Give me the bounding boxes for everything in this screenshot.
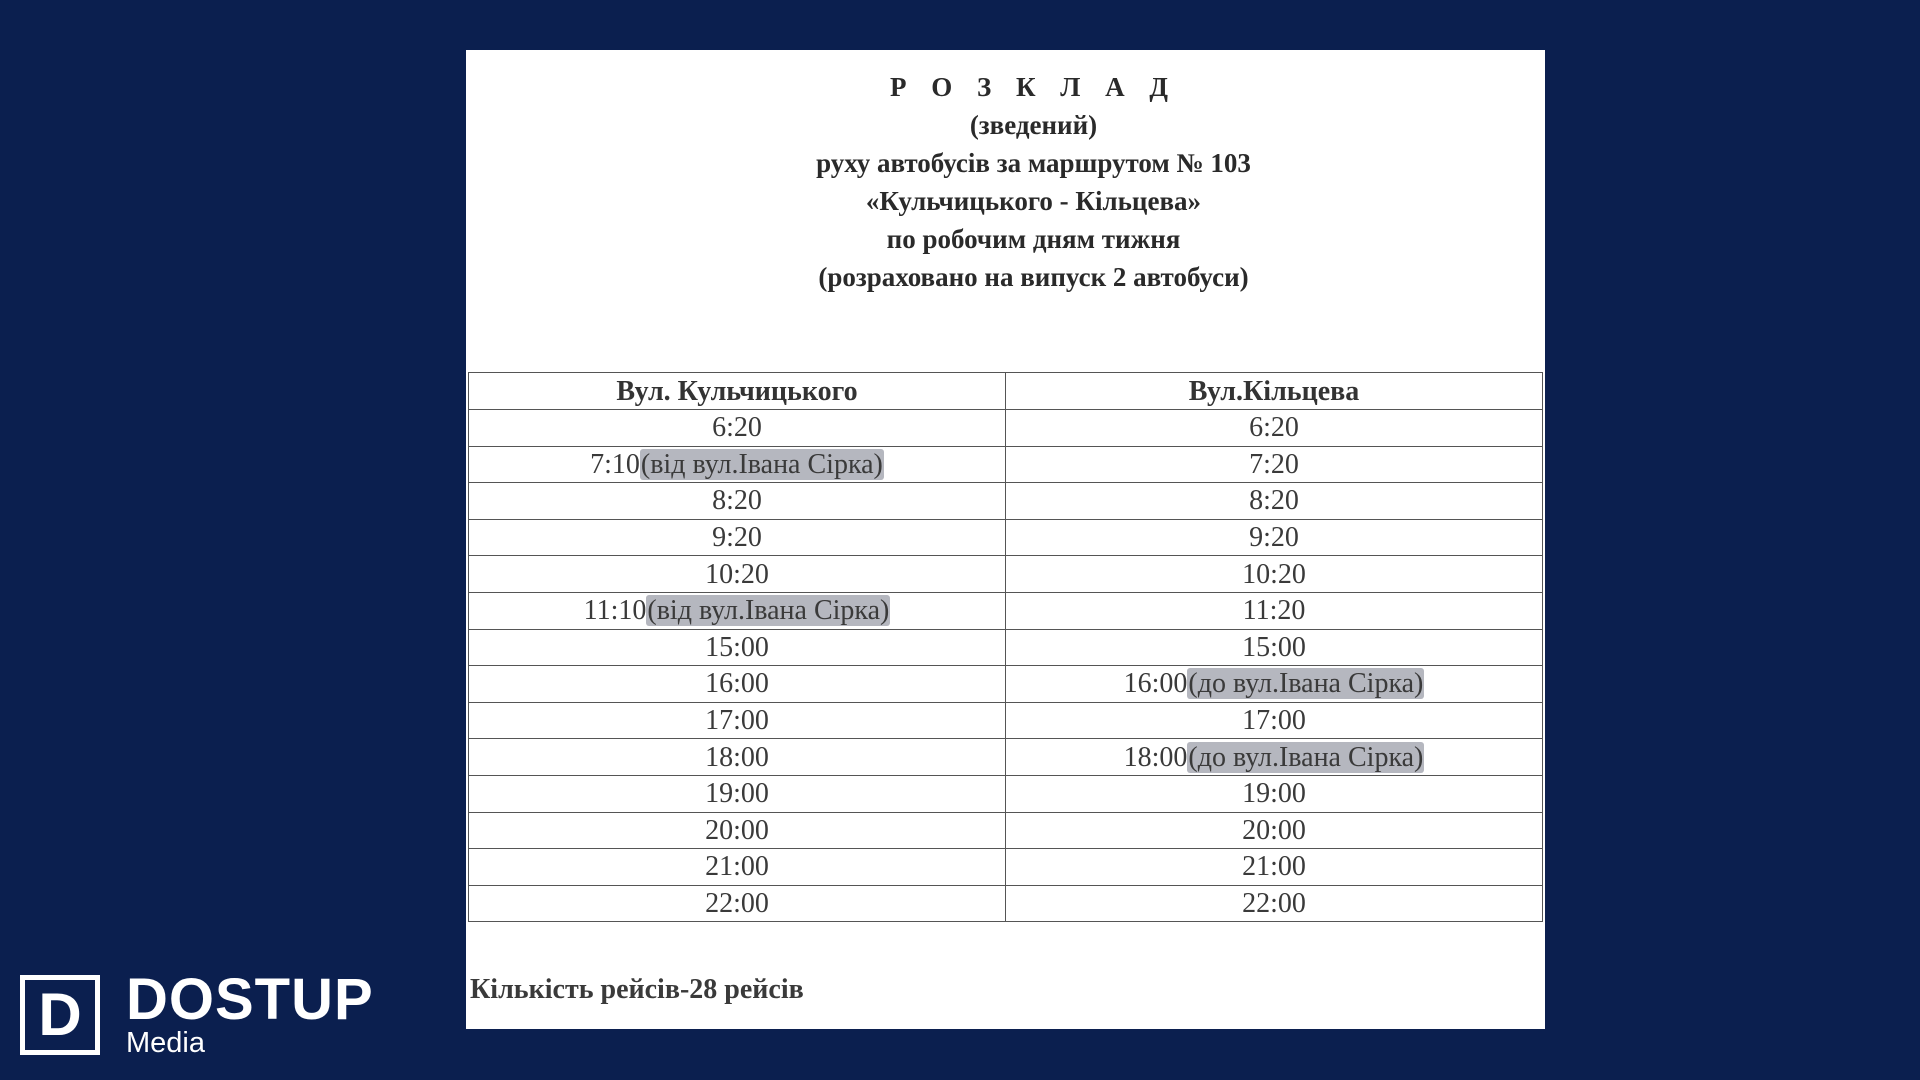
departure-time: 9:20	[1249, 522, 1299, 554]
kulchytskoho-departure-cell	[469, 519, 1006, 556]
logo-wordmark	[126, 967, 374, 1059]
table-row	[469, 739, 1543, 776]
table-row	[469, 592, 1543, 629]
kiltseva-departure-cell	[1006, 775, 1543, 812]
logo-subtitle: Media	[126, 1027, 205, 1059]
kulchytskoho-departure-cell	[469, 885, 1006, 922]
kulchytskoho-departure-cell	[469, 739, 1006, 776]
table-row	[469, 519, 1543, 556]
schedule-document	[466, 50, 1545, 1029]
table-row	[469, 775, 1543, 812]
departure-time: 11:10	[583, 595, 647, 627]
kulchytskoho-departure-cell	[469, 812, 1006, 849]
table-row	[469, 629, 1543, 666]
departure-time: 21:00	[705, 851, 769, 883]
column-header-kiltseva: Вул.Кільцева	[1006, 373, 1543, 410]
kiltseva-departure-cell	[1006, 446, 1543, 483]
kulchytskoho-departure-cell	[469, 483, 1006, 520]
departure-time: 15:00	[705, 631, 769, 663]
departure-time: 7:10	[590, 448, 640, 480]
kiltseva-departure-cell	[1006, 666, 1543, 703]
kiltseva-departure-cell	[1006, 812, 1543, 849]
departure-note: (до вул.Івана Сірка)	[1188, 668, 1424, 700]
kiltseva-departure-cell	[1006, 629, 1543, 666]
departure-time: 6:20	[1249, 412, 1299, 444]
kiltseva-departure-cell	[1006, 519, 1543, 556]
kulchytskoho-departure-cell	[469, 775, 1006, 812]
trips-count: Кількість рейсів-28 рейсів	[470, 974, 804, 1005]
kiltseva-departure-cell	[1006, 556, 1543, 593]
departure-time: 21:00	[1242, 851, 1306, 883]
departure-time: 10:20	[705, 558, 769, 590]
kiltseva-departure-cell	[1006, 885, 1543, 922]
departure-time: 19:00	[705, 778, 769, 810]
departure-time: 19:00	[1242, 778, 1306, 810]
departure-note: (до вул.Івана Сірка)	[1188, 741, 1424, 773]
kiltseva-departure-cell	[1006, 739, 1543, 776]
departure-note: (від вул.Івана Сірка)	[640, 448, 883, 480]
document-title: Р О З К Л А Д	[889, 72, 1177, 102]
departure-time: 17:00	[705, 705, 769, 737]
table-row	[469, 885, 1543, 922]
departure-time: 11:20	[1242, 595, 1306, 627]
dostup-media-logo	[20, 967, 374, 1060]
departure-time: 10:20	[1242, 558, 1306, 590]
departure-note: (від вул.Івана Сірка)	[647, 595, 890, 627]
table-row	[469, 702, 1543, 739]
table-row	[469, 410, 1543, 447]
table-header-row	[469, 373, 1543, 410]
kulchytskoho-departure-cell	[469, 629, 1006, 666]
kiltseva-departure-cell	[1006, 410, 1543, 447]
route-endpoints: «Кульчицького - Кільцева»	[865, 186, 1202, 216]
schedule-days: по робочим дням тижня	[886, 224, 1181, 254]
departure-time: 20:00	[705, 814, 769, 846]
table-row	[469, 812, 1543, 849]
column-header-kulchytskoho: Вул. Кульчицького	[469, 373, 1006, 410]
logo-name: DOSTUP	[126, 967, 374, 1032]
schedule-table-body	[469, 410, 1543, 922]
table-row	[469, 446, 1543, 483]
departure-time: 8:20	[712, 485, 762, 517]
table-row	[469, 483, 1543, 520]
departure-time: 6:20	[712, 412, 762, 444]
table-row	[469, 666, 1543, 703]
departure-time: 9:20	[712, 522, 762, 554]
departure-time: 22:00	[1242, 888, 1306, 920]
document-subtitle: (зведений)	[969, 110, 1098, 140]
table-row	[469, 849, 1543, 886]
route-line: руху автобусів за маршрутом № 103	[816, 148, 1251, 178]
kulchytskoho-departure-cell	[469, 592, 1006, 629]
departure-time: 8:20	[1249, 485, 1299, 517]
kulchytskoho-departure-cell	[469, 446, 1006, 483]
departure-time: 18:00	[1123, 741, 1188, 773]
departure-time: 17:00	[1242, 705, 1306, 737]
departure-time: 7:20	[1249, 448, 1299, 480]
kulchytskoho-departure-cell	[469, 666, 1006, 703]
logo-mark: D	[20, 975, 100, 1055]
departure-time: 22:00	[705, 888, 769, 920]
departure-time: 18:00	[705, 741, 769, 773]
departure-time: 20:00	[1242, 814, 1306, 846]
kiltseva-departure-cell	[1006, 849, 1543, 886]
departure-time: 15:00	[1242, 631, 1306, 663]
kiltseva-departure-cell	[1006, 483, 1543, 520]
departure-time: 16:00	[1123, 668, 1188, 700]
kulchytskoho-departure-cell	[469, 410, 1006, 447]
table-row	[469, 556, 1543, 593]
bus-count-note: (розраховано на випуск 2 автобуси)	[818, 262, 1249, 292]
schedule-table	[468, 372, 1543, 922]
kulchytskoho-departure-cell	[469, 556, 1006, 593]
kiltseva-departure-cell	[1006, 592, 1543, 629]
departure-time: 16:00	[705, 668, 769, 700]
kiltseva-departure-cell	[1006, 702, 1543, 739]
kulchytskoho-departure-cell	[469, 849, 1006, 886]
kulchytskoho-departure-cell	[469, 702, 1006, 739]
document-heading	[466, 68, 1545, 296]
